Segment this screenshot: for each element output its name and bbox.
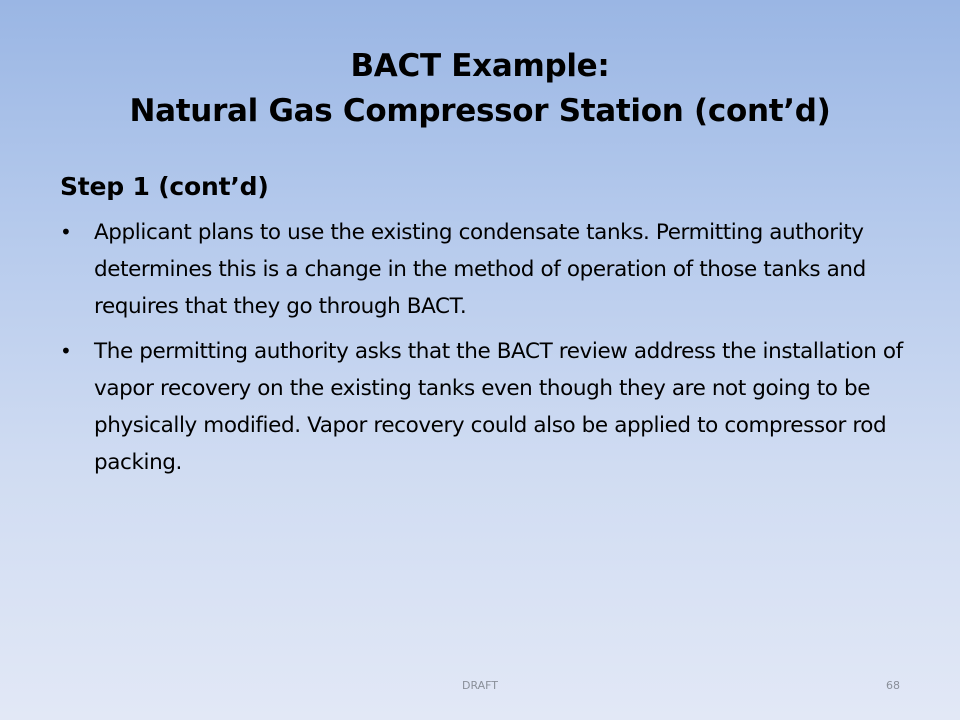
bullet-list <box>60 214 910 481</box>
bullet-item <box>60 214 910 325</box>
slide-title <box>60 44 900 134</box>
bullet-icon: • <box>60 339 72 363</box>
bullet-icon: • <box>60 220 72 244</box>
footer-draft-label: DRAFT <box>461 679 499 692</box>
bullet-text: Applicant plans to use the existing condensate tanks. Permitting authority determines this is a change in the method of operation of those tanks and requires that they go through BACT. <box>94 220 866 319</box>
bullet-text: The permitting authority asks that the BACT review address the installation of vapor recovery on the existing tanks even though they are not going to be physically modified. Vapor recovery could also be applied to compressor rod packing. <box>94 339 903 475</box>
bullet-item <box>60 333 910 481</box>
slide-body <box>60 170 910 489</box>
slide-title-line-1: BACT Example: <box>350 48 610 84</box>
step-heading: Step 1 (cont’d) <box>60 172 269 201</box>
slide-title-line-2: Natural Gas Compressor Station (cont’d) <box>129 93 831 129</box>
slide-page-number: 68 <box>886 679 900 692</box>
